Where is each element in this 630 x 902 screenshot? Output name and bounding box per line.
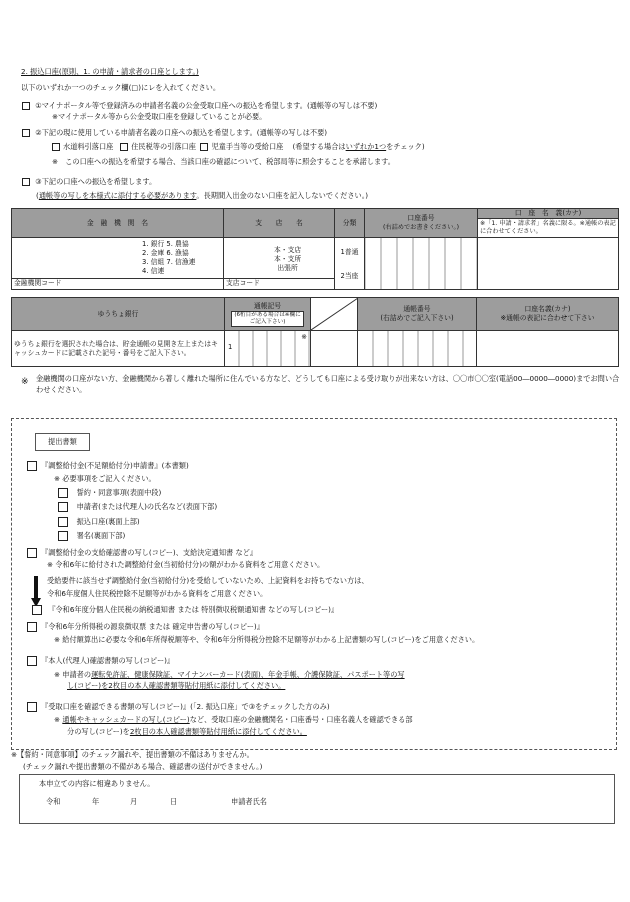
option3-note-rest: 。長期間入出金のない口座を記入しないでください。) — [196, 191, 369, 200]
doc5-note-emphasis-1: 運転免許証、健康保険証、マイナンバーカード(表面)、年金手帳、介護保険証、パスポート等の写 — [91, 670, 405, 679]
water-label: 水道料引落口座 — [63, 142, 114, 151]
branch-type-2: 本・支所 — [274, 255, 302, 263]
checks-note-prefix: (希望する場合は — [292, 142, 346, 151]
holder-title: 口 座 名 義(カナ) — [478, 209, 618, 219]
holder-note: ※「1. 申請・請求者」名義に限る。※通帳の表記に合わせてください。 — [478, 219, 618, 237]
bank-type-4: 4. 信連 — [142, 267, 165, 275]
bank-code-row[interactable] — [12, 278, 223, 289]
type-header: 分類 — [335, 209, 365, 238]
date-year: 年 — [92, 797, 100, 806]
doc2-alt-1: 受給要件に該当せず調整給付金(当初給付分)を受給していないため、上記資料をお持ちでない方は、 — [47, 576, 369, 585]
date-month: 月 — [130, 797, 138, 806]
doc1-item-1[interactable] — [58, 488, 161, 498]
doc1-item-2[interactable] — [58, 502, 217, 512]
yucho-symbol-prefix: 1 — [228, 343, 233, 351]
branch-type-list — [274, 246, 301, 273]
doc2-label: 『調整給付金の支給確認書の写し(コピー)、支給決定通知書 など』 — [41, 548, 258, 557]
doc3-row[interactable] — [32, 605, 338, 615]
yucho-symbol-cell[interactable] — [225, 331, 311, 367]
yucho-symbol-sub: (6桁目がある場合は※欄にご記入下さい) — [231, 311, 304, 327]
bank-type-list — [142, 240, 195, 276]
footer-note-2: (チェック漏れや提出書類の不備がある場合、確認書の送付ができません。) — [23, 762, 263, 771]
account-number-cell[interactable] — [365, 238, 478, 290]
doc1-row[interactable] — [27, 461, 189, 471]
yucho-name-header: ゆうちょ銀行 — [12, 298, 225, 331]
doc2-alt-2: 令和6年度個人住民税控除不足額等がわかる資料をご用意ください。 — [47, 589, 268, 598]
resident-tax-label: 住民税等の引落口座 — [131, 142, 196, 151]
doc5-note-prefix: ※ 申請者の — [54, 670, 92, 679]
yucho-blank-cell — [311, 331, 358, 367]
date-day: 日 — [170, 797, 178, 806]
arrow-down-icon — [31, 576, 41, 608]
doc2-note: ※ 令和6年に給付された調整給付金(当初給付分)の額がわかる資料をご用意ください。 — [47, 560, 325, 569]
doc1-checkbox[interactable] — [27, 461, 37, 471]
section2-instruction: 以下のいずれか一つのチェック欄(□)にレを入れてください。 — [21, 83, 221, 92]
doc6-note-2 — [67, 727, 307, 737]
doc6-note-prefix: ※ — [54, 715, 63, 724]
doc6-note-emphasis-1: 通帳やキャッシュカードの写し(コピー) — [62, 715, 190, 724]
holder-name-cell[interactable] — [478, 238, 619, 290]
branch-type-3: 出張所 — [277, 264, 298, 272]
yucho-symbol-header — [225, 298, 311, 331]
doc6-note-rest: など、受取口座の金融機関名・口座番号・口座名義人を確認できる部 — [189, 715, 413, 724]
option2-row[interactable] — [22, 128, 327, 138]
yucho-description: ゆうちょ銀行を選択された場合は、貯金通帳の見開き左上またはキャッシュカードに記載された記号・番号をご記入下さい。 — [12, 331, 225, 367]
option3-label: ③下記の口座への振込を希望します。 — [35, 177, 157, 186]
date-era: 令和 — [46, 797, 61, 806]
doc1-note: ※ 必要事項をご記入ください。 — [54, 474, 156, 483]
branch-code-label: 支店コード — [226, 279, 260, 287]
doc1-item-3-label: 振込口座(裏面上部) — [76, 517, 140, 526]
option2-checks — [52, 142, 425, 152]
child-allowance-checkbox[interactable] — [200, 143, 208, 151]
account-number-sub: (右詰めでお書きください。) — [383, 224, 459, 231]
type-cell[interactable] — [335, 238, 365, 290]
doc6-checkbox[interactable] — [27, 702, 37, 712]
branch-type-1: 本・支店 — [274, 246, 302, 254]
doc6-row[interactable] — [27, 702, 330, 712]
type-ordinary: 1普通 — [340, 247, 359, 256]
option3-note — [36, 191, 368, 201]
remote-note: 金融機関の口座がない方、金融機関から著しく離れた場所に住んでいる方など、どうしても口座による受け取りが出来ない方は、〇〇市〇〇室(電話00―0000―0000)までお問い合わせください。 — [36, 374, 620, 394]
doc2-checkbox[interactable] — [27, 548, 37, 558]
option1-note: ※マイナポータル等から公金受取口座を登録していることが必要。 — [52, 112, 267, 121]
option3-checkbox[interactable] — [22, 178, 30, 186]
doc5-note-2: し(コピー)を2枚目の本人確認書類等貼付用紙に添付してください。 — [67, 681, 286, 690]
doc1-item-3-checkbox[interactable] — [58, 517, 68, 527]
remote-note-mark: ※ — [21, 377, 29, 387]
account-number-header — [365, 209, 478, 238]
branch-code-row[interactable] — [224, 278, 334, 289]
doc1-item-4-label: 署名(裏面下部) — [76, 531, 126, 540]
doc4-checkbox[interactable] — [27, 622, 37, 632]
footer-note-1: ※【誓約・同意事項】のチェック漏れや、提出書類の不備はありませんか。 — [11, 750, 254, 759]
water-checkbox[interactable] — [52, 143, 60, 151]
yucho-holder-title: 口座名義(カナ) — [524, 305, 571, 313]
doc5-row[interactable] — [27, 656, 174, 666]
yucho-holder-cell[interactable] — [477, 331, 619, 367]
documents-title: 提出書類 — [35, 433, 90, 451]
option1-checkbox[interactable] — [22, 102, 30, 110]
doc1-item-2-checkbox[interactable] — [58, 502, 68, 512]
signature-field[interactable] — [290, 795, 590, 809]
bank-type-1: 1. 銀行 5. 農協 — [142, 240, 189, 248]
option2-note: ※ この口座への振込を希望する場合、当該口座の確認について、税部局等に照会することを承諾します。 — [52, 157, 395, 166]
child-allowance-label: 児童手当等の受給口座 — [211, 142, 284, 151]
branch-name-cell[interactable] — [224, 238, 335, 290]
bank-type-3: 3. 信組 7. 信漁連 — [142, 258, 196, 266]
doc5-note-1 — [54, 670, 405, 680]
doc1-label: 『調整給付金(不足額給付分)申請書』(本書類) — [41, 461, 189, 470]
doc4-note: ※ 給付額算出に必要な令和6年所得税額等や、令和6年分所得税分控除不足額等がわかる上記書類の写し(コピー)をご用意ください。 — [54, 635, 480, 644]
yucho-symbol-title: 通帳記号 — [253, 301, 282, 310]
option2-label: ②下記の現に使用している申請者名義の口座への振込を希望します。(通帳等の写しは不要) — [35, 128, 328, 137]
bank-account-table — [11, 208, 619, 290]
doc1-item-4-checkbox[interactable] — [58, 531, 68, 541]
doc6-note-line2-prefix: 分の写し(コピー)を — [67, 727, 130, 736]
doc1-item-2-label: 申請者(または代理人)の氏名など(表面下部) — [76, 502, 218, 511]
doc5-checkbox[interactable] — [27, 656, 37, 666]
checks-note-emphasis: いずれか1つ — [345, 142, 387, 151]
doc5-label: 『本人(代理人)確認書類の写し(コピー)』 — [41, 656, 175, 665]
checks-note-suffix: をチェック) — [386, 142, 425, 151]
yucho-number-header — [358, 298, 477, 331]
account-number-title: 口座番号 — [407, 214, 435, 222]
doc6-note-1 — [54, 715, 413, 725]
doc1-item-1-label: 誓約・同意事項(表面中段) — [76, 488, 162, 497]
doc4-row[interactable] — [27, 622, 264, 632]
doc6-note-emphasis-2: 2枚目の本人確認書類等貼付用紙に添付してください。 — [129, 727, 307, 736]
diagonal-line-icon — [311, 298, 358, 330]
doc3-label: 『令和6年度分個人住民税の納税通知書 または 特別徴収税額通知書 などの写し(コピー)』 — [48, 605, 339, 614]
yucho-number-cell[interactable] — [358, 331, 477, 367]
yucho-holder-sub: ※通帳の表記に合わせて下さい — [500, 314, 595, 322]
yucho-number-title: 通帳番号 — [403, 305, 431, 313]
section2-title: 2. 振込口座(原則、1. の申請・請求者の口座とします。) — [21, 67, 199, 76]
signature-label: 申請者氏名 — [231, 797, 267, 806]
doc1-item-1-checkbox[interactable] — [58, 488, 68, 498]
doc4-label: 『令和6年分所得税の源泉徴収票 または 確定申告書の写し(コピー)』 — [41, 622, 264, 631]
confirm-text: 本申立ての内容に相違ありません。 — [39, 779, 155, 788]
bank-type-2: 2. 金庫 6. 漁協 — [142, 249, 189, 257]
resident-tax-checkbox[interactable] — [120, 143, 128, 151]
branch-name-header: 支 店 名 — [224, 209, 335, 238]
doc2-row[interactable] — [27, 548, 257, 558]
option3-row[interactable] — [22, 177, 156, 187]
yucho-slash-cell — [311, 298, 358, 331]
yucho-number-sub: (右詰めでご記入下さい) — [380, 314, 454, 322]
type-current: 2当座 — [340, 271, 359, 280]
doc3-checkbox[interactable] — [32, 605, 42, 615]
yucho-table — [11, 297, 619, 367]
yucho-star: ※ — [301, 333, 307, 341]
option3-note-prefix: ( — [36, 191, 39, 200]
option1-row[interactable] — [22, 101, 377, 111]
bank-code-label: 金融機関コード — [14, 279, 62, 287]
option1-label: ①マイナポータル等で登録済みの申請者名義の公金受取口座への振込を希望します。(通帳等の写しは不要) — [35, 101, 378, 110]
holder-header — [478, 209, 619, 238]
option2-checkbox[interactable] — [22, 129, 30, 137]
doc1-item-3[interactable] — [58, 517, 140, 527]
bank-name-cell[interactable] — [12, 238, 224, 290]
bank-name-header: 金 融 機 関 名 — [12, 209, 224, 238]
yucho-holder-header — [477, 298, 619, 331]
doc1-item-4[interactable] — [58, 531, 125, 541]
option3-note-emphasis: 通帳等の写しを本様式に添付する必要があります — [38, 191, 197, 200]
doc6-label: 『受取口座を確認できる書類の写し(コピー)』(「2. 振込口座」で③をチェックした方のみ) — [41, 702, 330, 711]
